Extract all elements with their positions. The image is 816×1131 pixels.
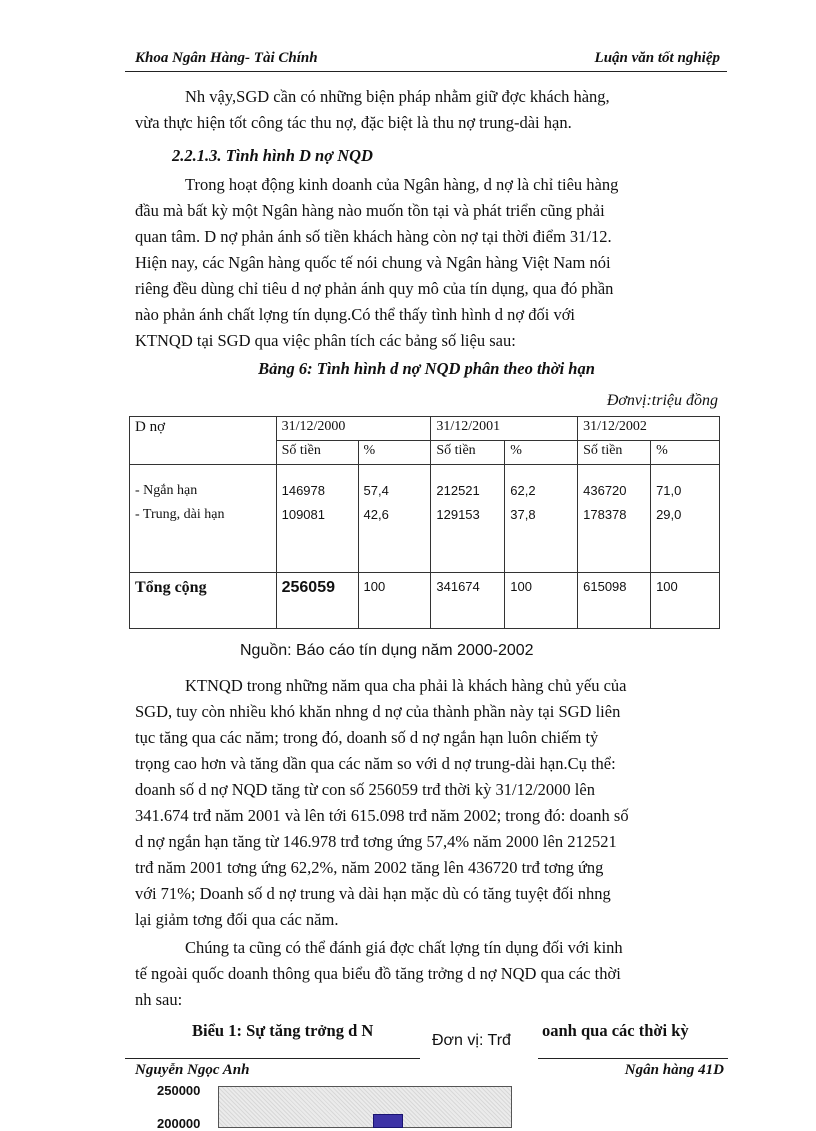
value: 109081 [281, 507, 325, 522]
chart-plot-area [218, 1086, 512, 1128]
value: 71,0 [656, 483, 682, 498]
year-header: 31/12/2001 [431, 417, 578, 441]
para2-line: lại giảm tơng đối qua các năm. [135, 910, 339, 929]
col-header-amount: Số tiền [578, 441, 651, 465]
value: 29,0 [656, 507, 682, 522]
para2-line: trọng cao hơn và tăng dần qua các năm so với d nợ trung-dài hạn.Cụ thể: [135, 754, 616, 773]
table-corner-label: D nợ [130, 417, 277, 465]
col-header-amount: Số tiền [276, 441, 358, 465]
value: 436720 [583, 483, 627, 498]
para1-line: riêng đều dùng chỉ tiêu d nợ phản ánh quy mô của tín dụng, qua đó phần [135, 279, 614, 298]
total-value: 100 [358, 573, 431, 629]
chart-bar [373, 1114, 403, 1128]
chart-caption-left: Biểu 1: Sự tăng trởng d N [192, 1021, 374, 1040]
footer-rule [538, 1058, 728, 1059]
value-cell [651, 465, 720, 573]
para2-line: trđ năm 2001 tơng ứng 62,2%, năm 2002 tăng lên 436720 trđ tơng ứng [135, 858, 604, 877]
total-value: 100 [505, 573, 578, 629]
section-heading: 2.2.1.3. Tình hình D nợ NQD [172, 146, 373, 165]
footer-author: Nguyễn Ngọc Anh [135, 1062, 250, 1078]
chart-caption-right: oanh qua các thời kỳ [542, 1021, 689, 1040]
footer-rule [125, 1058, 420, 1059]
value: 37,8 [510, 507, 536, 522]
paragraph-3 [135, 935, 718, 1013]
col-header-percent: % [505, 441, 578, 465]
value: 129153 [436, 507, 480, 522]
row-label: - Ngắn hạn [135, 483, 198, 498]
total-label: Tổng cộng [130, 573, 277, 629]
value: 178378 [583, 507, 627, 522]
intro-line: Nh vậy,SGD cần có những biện pháp nhằm giữ đợc khách hàng, [185, 87, 610, 106]
para2-line: tục tăng qua các năm; trong đó, doanh số d nợ ngắn hạn luôn chiếm tỷ [135, 728, 599, 747]
row-label: - Trung, dài hạn [135, 507, 225, 522]
col-header-percent: % [651, 441, 720, 465]
value: 212521 [436, 483, 480, 498]
paragraph-2 [135, 673, 718, 933]
intro-line: vừa thực hiện tốt công tác thu nợ, đặc biệt là thu nợ trung-dài hạn. [135, 113, 572, 132]
value-cell [358, 465, 431, 573]
total-value: 615098 [578, 573, 651, 629]
header-rule [125, 71, 727, 72]
total-value: 100 [651, 573, 720, 629]
para1-line: Hiện nay, các Ngân hàng quốc tế nói chung và Ngân hàng Việt Nam nói [135, 253, 611, 272]
value: 57,4 [363, 483, 389, 498]
col-header-percent: % [358, 441, 431, 465]
total-value: 341674 [431, 573, 505, 629]
value-cell [431, 465, 505, 573]
para1-line: Trong hoạt động kinh doanh của Ngân hàng, d nợ là chỉ tiêu hàng [185, 175, 619, 194]
para1-line: đầu mà bất kỳ một Ngân hàng nào muốn tồn tại và phát triển cũng phải [135, 201, 605, 220]
total-value: 256059 [276, 573, 358, 629]
para1-line: nào phản ánh chất lợng tín dụng.Có thể thấy tình hình d nợ đối với [135, 305, 575, 324]
para2-line: doanh số d nợ NQD tăng từ con số 256059 trđ thời kỳ 31/12/2000 lên [135, 780, 595, 799]
para3-line: Chúng ta cũng có thể đánh giá đợc chất lợng tín dụng đối với kinh [185, 938, 623, 957]
value-cell [578, 465, 651, 573]
year-header: 31/12/2000 [276, 417, 431, 441]
header-faculty: Khoa Ngân Hàng- Tài Chính [135, 50, 318, 66]
value: 146978 [281, 483, 325, 498]
value: 42,6 [363, 507, 389, 522]
para2-line: với 71%; Doanh số d nợ trung và dài hạn mặc dù có tăng tuyệt đối nhng [135, 884, 611, 903]
table-source: Nguồn: Báo cáo tín dụng năm 2000-2002 [240, 642, 534, 659]
table-caption: Bảng 6: Tình hình d nợ NQD phân theo thời hạn [258, 359, 595, 378]
value: 62,2 [510, 483, 536, 498]
value-cell [276, 465, 358, 573]
para3-line: nh sau: [135, 990, 183, 1009]
para3-line: tế ngoài quốc doanh thông qua biểu đồ tăng trởng d nợ NQD qua các thời [135, 964, 621, 983]
header-thesis-title: Luận văn tốt nghiệp [594, 50, 720, 66]
intro-paragraph [135, 84, 718, 136]
row-labels-cell [130, 465, 277, 573]
para1-line: quan tâm. D nợ phản ánh số tiền khách hàng còn nợ tại thời điểm 31/12. [135, 227, 612, 246]
footer-class: Ngân hàng 41D [624, 1062, 724, 1078]
chart-tick-label: 250000 [157, 1083, 201, 1098]
chart-tick-label: 200000 [157, 1116, 201, 1131]
para1-line: KTNQD tại SGD qua việc phân tích các bảng số liệu sau: [135, 331, 516, 350]
chart-unit-label: Đơn vị: Trđ [426, 1030, 517, 1052]
year-header: 31/12/2002 [578, 417, 720, 441]
table-unit: Đơnvị:triệu đồng [606, 392, 718, 409]
value-cell [505, 465, 578, 573]
paragraph-1 [135, 172, 718, 354]
para2-line: d nợ ngắn hạn tăng từ 146.978 trđ tơng ứng 57,4% năm 2000 lên 212521 [135, 832, 617, 851]
para2-line: 341.674 trđ năm 2001 và lên tới 615.098 trđ năm 2002; trong đó: doanh số [135, 806, 629, 825]
debt-table [129, 416, 720, 629]
para2-line: KTNQD trong những năm qua cha phải là khách hàng chủ yếu của [185, 676, 627, 695]
col-header-amount: Số tiền [431, 441, 505, 465]
para2-line: SGD, tuy còn nhiều khó khăn nhng d nợ của thành phần này tại SGD liên [135, 702, 621, 721]
